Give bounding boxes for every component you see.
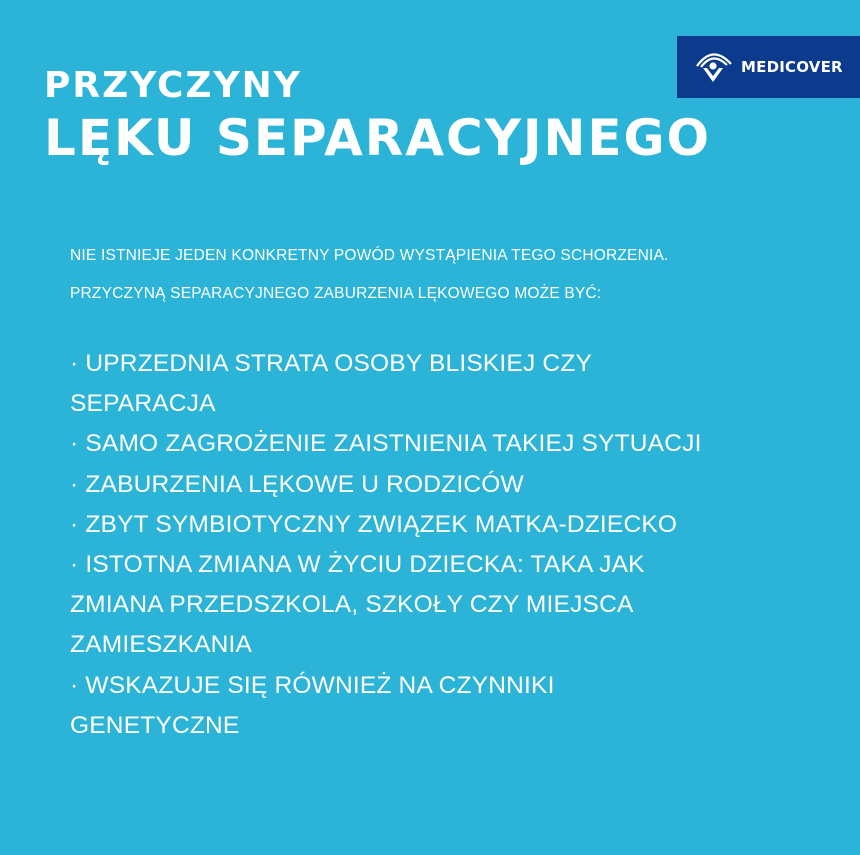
list-item-line: · ZBYT SYMBIOTYCZNY ZWIĄZEK MATKA-DZIECKO [70,510,678,538]
brand-name: MEDICOVER [741,58,843,76]
list-item-line: · WSKAZUJE SIĘ RÓWNIEŻ NA CZYNNIKI [70,671,555,699]
page-title-line-1: PRZYCZYNY [44,65,302,106]
list-item [70,666,830,746]
medicover-logo [677,36,860,98]
list-item-line: · UPRZEDNIA STRATA OSOBY BLISKIEJ CZY [70,350,593,377]
list-item-line: SEPARACJA [70,390,216,418]
list-item-line: · ZABURZENIA LĘKOWE U RODZICÓW [70,470,524,498]
medicover-figure-arc-icon [689,46,737,88]
list-item-line: · ISTOTNA ZMIANA W ŻYCIU DZIECKA: TAKA JAK [70,551,645,579]
list-item-line: ZAMIESZKANIA [70,631,253,659]
intro-line-1: NIE ISTNIEJE JEDEN KONKRETNY POWÓD WYSTĄPIENIA TEGO SCHORZENIA. [70,247,669,264]
list-item [70,505,830,545]
list-item-line: ZMIANA PRZEDSZKOLA, SZKOŁY CZY MIEJSCA [70,591,634,619]
list-item-line: · SAMO ZAGROŻENIE ZAISTNIENIA TAKIEJ SYTUACJI [70,430,702,458]
list-item [70,465,830,505]
list-item [70,545,830,666]
page-title-line-2: LĘKU SEPARACYJNEGO [44,109,712,167]
list-item [70,344,830,424]
list-item [70,424,830,464]
list-item-line: GENETYCZNE [70,711,240,739]
intro-text [70,237,830,313]
causes-list [70,344,830,746]
intro-line-2: PRZYCZYNĄ SEPARACYJNEGO ZABURZENIA LĘKOWEGO MOŻE BYĆ: [70,285,602,302]
